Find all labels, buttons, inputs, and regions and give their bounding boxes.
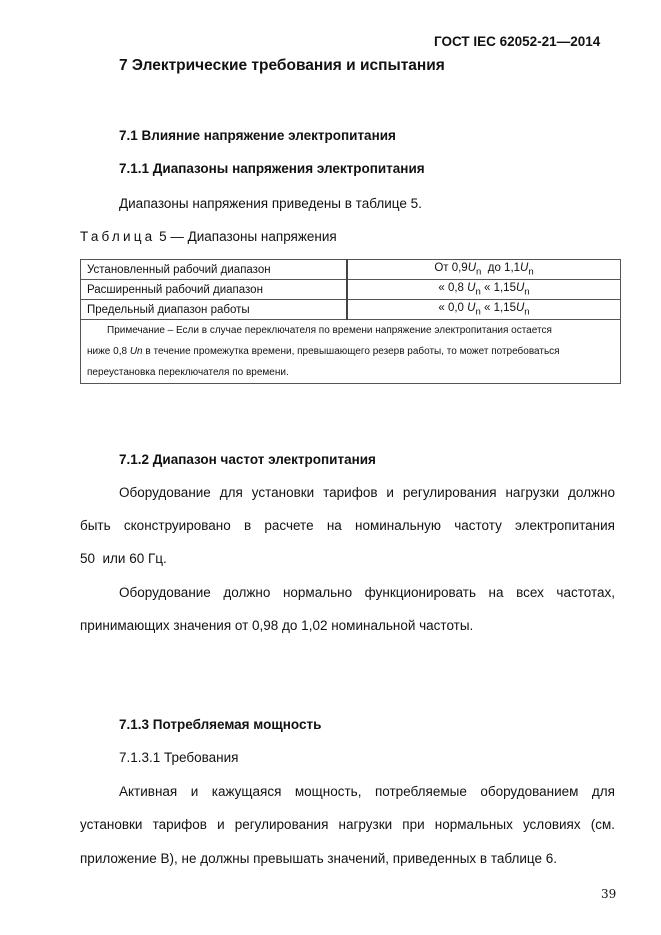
- value-symbol: U: [467, 301, 476, 314]
- document-header: ГОСТ IEC 62052-21—2014: [434, 34, 601, 49]
- value-part: « 0,0: [438, 301, 468, 314]
- value-subscript: n: [475, 306, 481, 318]
- table-caption: [80, 229, 337, 244]
- paragraph-line: Оборудование для установки тарифов и регулирования нагрузки должно: [119, 485, 615, 500]
- value-symbol: U: [467, 261, 477, 274]
- paragraph-line: Активная и кажущаяся мощность, потребляемые оборудованием для: [119, 784, 615, 799]
- subsection-7-1-1-title: 7.1.1 Диапазоны напряжения электропитания: [119, 161, 425, 176]
- subsection-7-1-title: 7.1 Влияние напряжение электропитания: [119, 128, 396, 143]
- subsection-7-1-2-title: 7.1.2 Диапазон частот электропитания: [119, 452, 376, 467]
- value-part: до 1,1: [481, 261, 521, 274]
- row-value: [347, 260, 621, 280]
- row-name: Предельный диапазон работы: [81, 300, 348, 320]
- value-symbol: U: [515, 301, 525, 314]
- paragraph-line: установки тарифов и регулирования нагрузки при нормальных условиях (см.: [80, 817, 615, 832]
- table-caption-rest: 5 — Диапазоны напряжения: [155, 229, 337, 244]
- note-symbol: Un: [129, 346, 143, 357]
- note-line: [87, 341, 614, 362]
- paragraph-line: принимающих значения от 0,98 до 1,02 номинальной частоты.: [80, 618, 474, 633]
- value-symbol: U: [520, 261, 529, 274]
- value-part: От 0,9: [434, 261, 468, 274]
- voltage-range-table: [80, 259, 621, 384]
- row-name: Расширенный рабочий диапазон: [81, 280, 348, 300]
- subsubsection-title: 7.1.3.1 Требования: [119, 750, 239, 765]
- value-symbol: U: [467, 281, 476, 294]
- note-line: Примечание – Если в случае переключателя по времени напряжение электропитания остается: [107, 325, 552, 336]
- paragraph-line: быть сконструировано в расчете на номинальную частоту электропитания: [80, 518, 615, 533]
- row-value: [347, 280, 621, 300]
- paragraph-line: Оборудование должно нормально функционировать на всех частотах,: [119, 585, 615, 600]
- section-title: 7 Электрические требования и испытания: [119, 57, 445, 74]
- note-part: в течение промежутка времени, превышающего резерв работы, то может потребоваться: [142, 346, 560, 357]
- table-row: [81, 300, 621, 320]
- value-subscript: n: [476, 266, 482, 278]
- table-caption-word: Таблица: [80, 229, 156, 244]
- paragraph-line: 50 или 60 Гц.: [80, 551, 167, 566]
- row-name: Установленный рабочий диапазон: [81, 260, 348, 280]
- value-subscript: n: [475, 286, 481, 298]
- table-row: [81, 260, 621, 280]
- table-row: [81, 280, 621, 300]
- value-subscript: n: [524, 306, 530, 318]
- value-subscript: n: [528, 266, 534, 278]
- value-part: « 1,15: [480, 281, 516, 294]
- note-part: ниже 0,8: [87, 346, 130, 357]
- note-line: переустановка переключателя по времени.: [87, 367, 289, 378]
- row-value: [347, 300, 621, 320]
- table-note-row: [81, 320, 621, 384]
- value-part: « 1,15: [480, 301, 516, 314]
- subsection-7-1-3-title: 7.1.3 Потребляемая мощность: [119, 717, 322, 732]
- paragraph-line: приложение В), не должны превышать значений, приведенных в таблице 6.: [80, 851, 558, 866]
- value-part: « 0,8: [438, 281, 468, 294]
- value-subscript: n: [524, 286, 530, 298]
- table-note: [81, 320, 621, 384]
- page-number: 39: [601, 887, 617, 901]
- paragraph-voltage-ranges: Диапазоны напряжения приведены в таблице 5.: [119, 196, 422, 211]
- value-symbol: U: [515, 281, 525, 294]
